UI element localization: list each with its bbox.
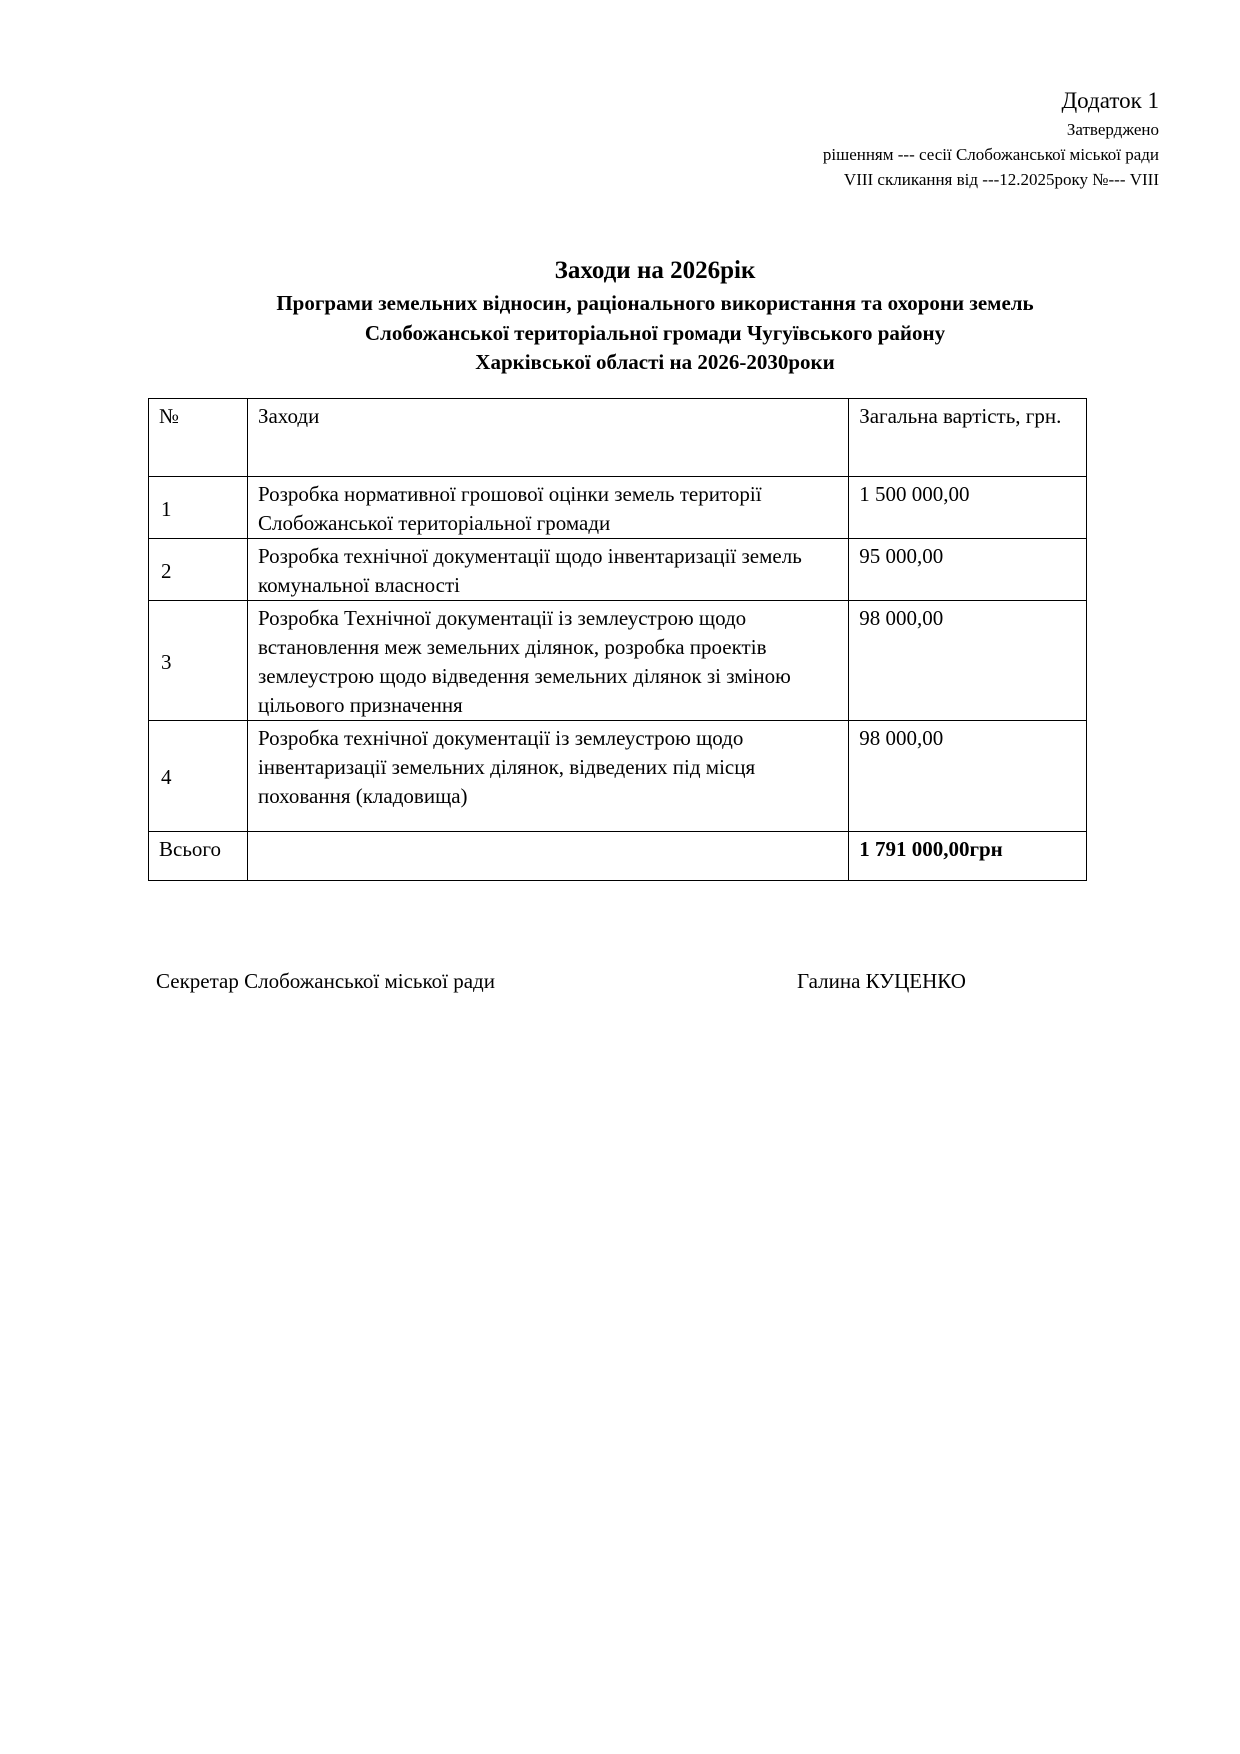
header-cost: Загальна вартість, грн. xyxy=(849,399,1087,477)
document-title: Заходи на 2026рік xyxy=(554,257,756,284)
table-row xyxy=(149,721,1087,832)
table-total-row xyxy=(149,832,1087,881)
row-number: 3 xyxy=(149,601,248,721)
row-measure: Розробка технічної документації щодо інвентаризації земель комунальної власності xyxy=(247,539,848,601)
total-measure xyxy=(247,832,848,881)
row-cost: 98 000,00 xyxy=(849,601,1087,721)
row-measure: Розробка нормативної грошової оцінки земель території Слобожанської територіальної громади xyxy=(247,477,848,539)
measures-table xyxy=(148,398,1087,881)
signatory-name: Галина КУЦЕНКО xyxy=(797,969,966,993)
table-row xyxy=(149,539,1087,601)
row-cost: 98 000,00 xyxy=(849,721,1087,832)
header-measures: Заходи xyxy=(247,399,848,477)
subtitle-line-3: Харківської області на 2026-2030роки xyxy=(475,350,835,374)
row-measure: Розробка технічної документації із землеустрою щодо інвентаризації земельних ділянок, відведених під місця поховання (кладовища) xyxy=(247,721,848,832)
subtitle-line-1: Програми земельних відносин, раціонального використання та охорони земель xyxy=(276,291,1034,315)
table-row xyxy=(149,477,1087,539)
total-label: Всього xyxy=(149,832,248,881)
table-row xyxy=(149,601,1087,721)
decision-line-1: рішенням --- сесії Слобожанської міської ради xyxy=(822,145,1159,164)
appendix-label: Додаток 1 xyxy=(1061,88,1159,113)
row-cost: 1 500 000,00 xyxy=(849,477,1087,539)
row-cost: 95 000,00 xyxy=(849,539,1087,601)
row-number: 4 xyxy=(149,721,248,832)
total-cost: 1 791 000,00грн xyxy=(849,832,1087,881)
table-header-row xyxy=(149,399,1087,477)
decision-line-2: VIII скликання від ---12.2025року №--- VIII xyxy=(843,170,1159,189)
row-number: 1 xyxy=(149,477,248,539)
header-number: № xyxy=(149,399,248,477)
row-number: 2 xyxy=(149,539,248,601)
signatory-role: Секретар Слобожанської міської ради xyxy=(156,969,495,993)
subtitle-line-2: Слобожанської територіальної громади Чугуївського району xyxy=(364,321,946,345)
row-measure: Розробка Технічної документації із землеустрою щодо встановлення меж земельних ділянок, розробка проектів землеустрою щодо відведення земельних ділянок зі зміною цільового призначення xyxy=(247,601,848,721)
approved-label: Затверджено xyxy=(1066,120,1159,139)
